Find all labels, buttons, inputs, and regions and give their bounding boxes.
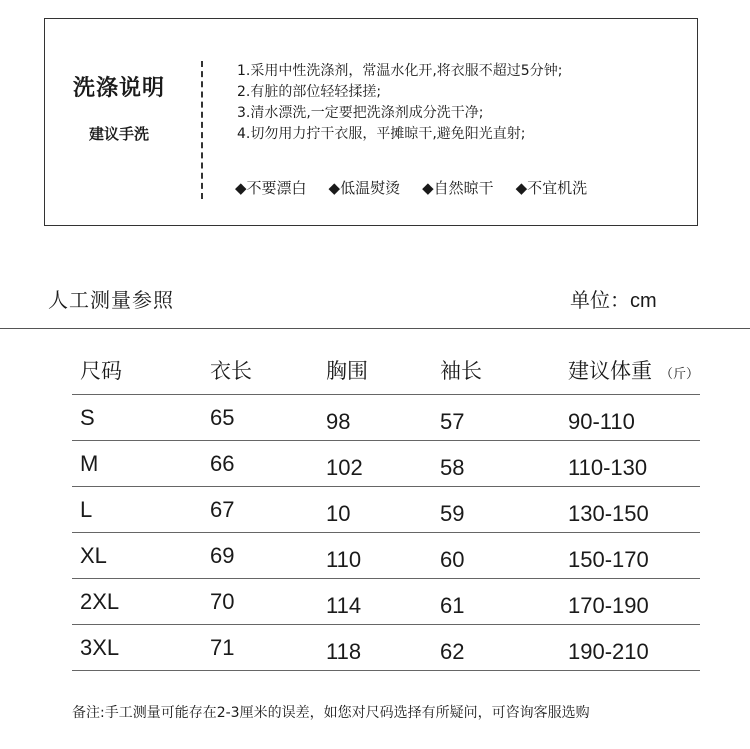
header-weight [568,355,700,385]
unit-label-text: 单位： [570,288,630,312]
care-steps-list [237,61,562,145]
cell-size: S [80,404,95,430]
cell-size: 2XL [80,588,120,614]
cell-chest: 118 [326,638,362,664]
cell-weight: 90-110 [568,408,635,434]
care-subtitle: 建议手洗 [89,125,150,143]
section-title: 人工测量参照 [48,288,174,312]
table-row [72,440,700,486]
care-step: 1.采用中性洗涤剂，常温水化开,将衣服不超过5分钟; [237,63,563,79]
care-symbols [235,177,587,198]
table-row [72,578,700,624]
cell-chest: 102 [326,454,363,480]
table-row [72,486,700,532]
cell-sleeve: 57 [440,408,465,434]
cell-length: 71 [210,634,235,660]
cell-chest: 98 [326,408,351,434]
cell-sleeve: 59 [440,500,465,526]
cell-weight: 170-190 [568,592,649,618]
table-row [72,624,700,671]
unit-value: cm [630,290,657,312]
section-rule [0,328,750,329]
table-row [72,532,700,578]
care-symbol-air-dry: ◆自然晾干 [422,179,494,197]
cell-weight: 110-130 [568,454,648,480]
cell-sleeve: 58 [440,454,465,480]
header-length: 衣长 [210,359,252,383]
cell-weight: 190-210 [568,638,649,664]
care-symbol-low-iron: ◆低温熨烫 [328,179,401,197]
cell-weight: 150-170 [568,546,649,572]
care-instructions-box [44,18,698,226]
cell-size: 3XL [80,634,120,660]
cell-chest: 110 [326,546,362,572]
cell-length: 70 [210,588,235,614]
cell-length: 69 [210,542,235,568]
header-sleeve: 袖长 [440,359,482,383]
footnote: 备注:手工测量可能存在2-3厘米的误差，如您对尺码选择有所疑问，可咨询客服选购 [72,705,590,721]
dashed-divider [201,61,203,199]
care-symbol-no-machine-wash: ◆不宜机洗 [515,179,588,197]
care-step: 2.有脏的部位轻轻揉搓; [237,84,382,100]
cell-length: 67 [210,496,235,522]
header-weight-label: 建议体重 [568,359,652,383]
cell-sleeve: 61 [440,592,465,618]
care-step: 3.清水漂洗,一定要把洗涤剂成分洗干净; [237,105,484,121]
unit-label [570,284,657,313]
header-weight-unit: （斤） [660,367,700,382]
table-row [72,394,700,440]
care-symbol-no-bleach: ◆不要漂白 [235,179,307,197]
table-header [72,346,700,394]
header-chest: 胸围 [326,359,368,383]
header-size: 尺码 [80,359,122,383]
care-title: 洗涤说明 [73,76,166,101]
cell-length: 66 [210,450,235,476]
cell-length: 65 [210,404,235,430]
cell-sleeve: 62 [440,638,465,664]
cell-chest: 10 [326,500,351,526]
cell-size: XL [80,542,107,568]
cell-size: L [80,496,93,522]
size-table [72,346,700,671]
cell-size: M [80,450,99,476]
care-step: 4.切勿用力拧干衣服，平摊晾干,避免阳光直射; [237,126,526,142]
cell-weight: 130-150 [568,500,649,526]
cell-chest: 114 [326,592,362,618]
cell-sleeve: 60 [440,546,465,572]
